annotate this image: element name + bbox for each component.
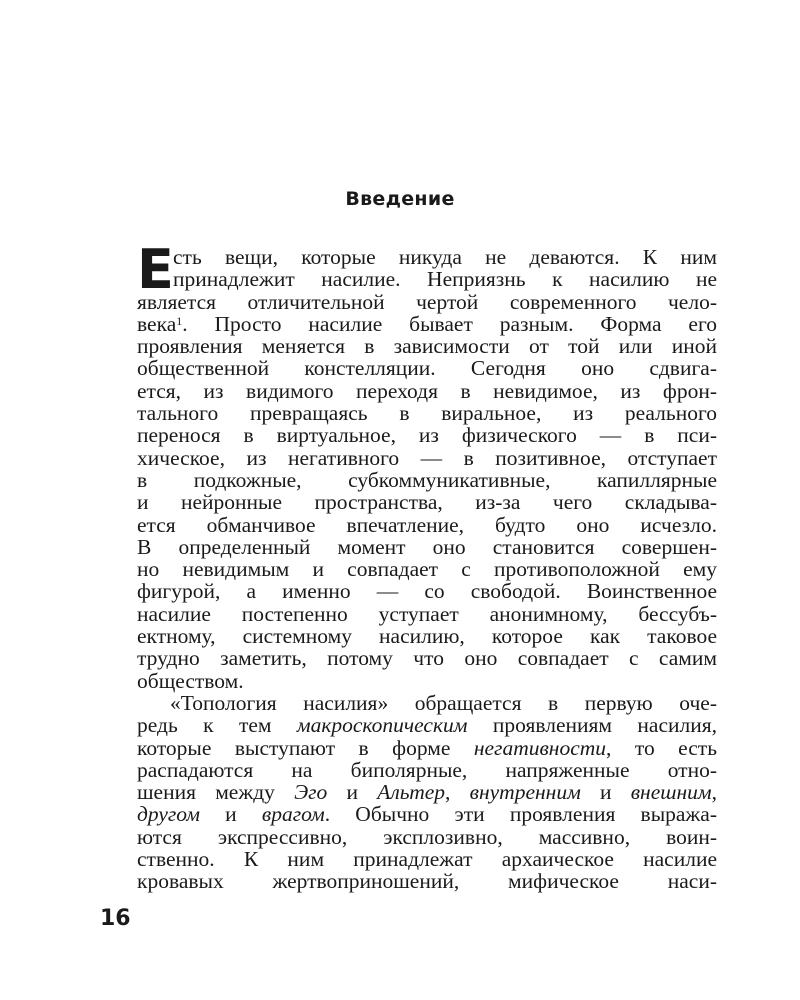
text-line: распадаются на биполярные, напряженные отно- xyxy=(137,757,717,782)
text-line: ется, из видимого переходя в невидимое, из фрон- xyxy=(137,378,717,403)
text-line: тального превращаясь в виральное, из реального xyxy=(137,401,717,426)
text-line: перенося в виртуальное, из физического — в пси- xyxy=(137,423,717,448)
paragraph-2 xyxy=(137,692,717,893)
text-line: принадлежит насилие. Неприязнь к насилию не xyxy=(173,267,717,292)
text-line: шения между Эго и Альтер, внутренним и внешним, xyxy=(137,780,717,805)
text-line: является отличительной чертой современного чело- xyxy=(137,289,717,314)
chapter-title: Введение xyxy=(345,188,455,210)
text-line: хическое, из негативного — в позитивное, отступает xyxy=(137,445,717,470)
text-line: «Топология насилия» обращается в первую оче- xyxy=(170,690,717,715)
text-line: трудно заметить, потому что оно совпадает с самим xyxy=(137,646,717,671)
text-line: проявления меняется в зависимости от той или иной xyxy=(137,334,717,359)
text-line: фигурой, а именно — со свободой. Воинственное xyxy=(137,579,717,604)
text-line: века$^1$. Просто насилие бывает разным. Форма его xyxy=(137,311,717,336)
text-line: общественной констелляции. Сегодня оно сдвига- xyxy=(137,356,717,381)
text-line: ственно. К ним принадлежат архаическое насилие xyxy=(137,847,717,872)
text-line: сть вещи, которые никуда не деваются. К ним xyxy=(173,245,717,269)
text-line: ектному, системному насилию, которое как таковое xyxy=(137,624,717,649)
text-line: которые выступают в форме негативности, то есть xyxy=(137,735,717,760)
text-line: другом и врагом. Обычно эти проявления выража- xyxy=(137,802,717,827)
text-line: кровавых жертвоприношений, мифическое наси- xyxy=(137,869,717,894)
text-line: ется обманчивое впечатление, будто оно исчезло. xyxy=(137,512,717,537)
text-line: и нейронные пространства, из-за чего складыва- xyxy=(137,490,717,515)
text-line: обществом. xyxy=(137,668,244,693)
text-line: в подкожные, субкоммуникативные, капиллярные xyxy=(137,467,717,492)
drop-cap: Е xyxy=(137,238,174,301)
text-line: В определенный момент оно становится совершен- xyxy=(137,534,717,559)
footnote-reference[interactable]: 1 xyxy=(176,313,183,328)
text-line: ются экспрессивно, эксплозивно, массивно, воин- xyxy=(137,824,717,849)
page-number: 16 xyxy=(100,906,131,931)
body-text xyxy=(137,238,717,894)
text-line: редь к тем макроскопическим проявлениям насилия, xyxy=(137,713,717,738)
paragraph-1 xyxy=(137,238,717,693)
text-line: насилие постепенно уступает анонимному, бессубъ- xyxy=(137,601,717,626)
text-line: но невидимым и совпадает с противоположной ему xyxy=(137,557,717,582)
